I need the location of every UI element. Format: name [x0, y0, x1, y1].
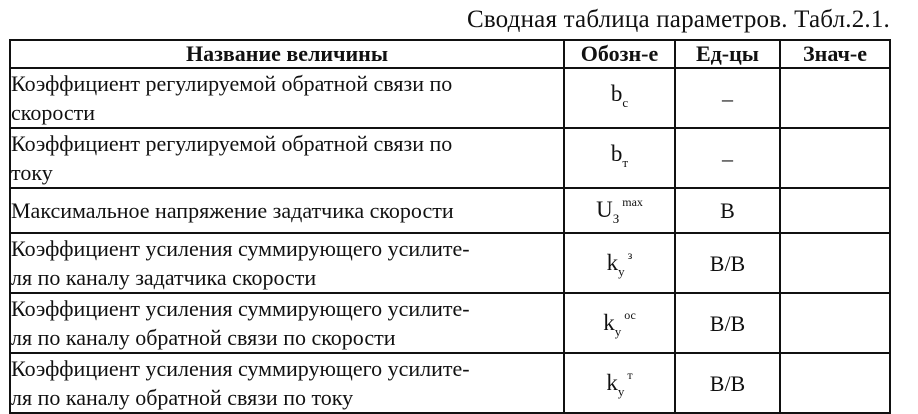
table-row [10, 233, 890, 293]
parameter-name-line: Коэффициент усиления суммирующего усилите- [11, 296, 470, 321]
parameter-name-line: ля по каналу обратной связи по току [11, 385, 354, 410]
table-row [10, 128, 890, 188]
parameter-symbol [564, 353, 675, 413]
symbol-superscript: max [622, 195, 643, 209]
parameter-name-line: Коэффициент усиления суммирующего усилите- [11, 236, 470, 261]
parameter-name [10, 233, 564, 293]
parameter-units: – [675, 68, 780, 128]
parameter-name-line: скорости [11, 100, 96, 125]
symbol-superscript: з [627, 247, 633, 262]
parameter-name [10, 128, 564, 188]
parameter-name [10, 68, 564, 128]
parameter-units: – [675, 128, 780, 188]
parameter-symbol [564, 68, 675, 128]
parameter-units: В/В [675, 353, 780, 413]
header-symbol: Обозн-е [564, 40, 675, 68]
parameter-value [780, 68, 890, 128]
parameter-name-line: ля по каналу задатчика скорости [11, 265, 317, 290]
symbol-subscript: З [612, 211, 620, 226]
symbol-base: b [610, 81, 623, 106]
parameters-table [9, 39, 891, 414]
symbol-subscript: у [617, 383, 625, 399]
table-row [10, 293, 890, 353]
parameter-symbol [564, 188, 675, 233]
parameter-name-line: Максимальное напряжение задатчика скорости [11, 197, 454, 223]
header-units: Ед-цы [675, 40, 780, 68]
parameter-value [780, 233, 890, 293]
parameter-name [10, 293, 564, 353]
header-value: Знач-е [780, 40, 890, 68]
parameter-value [780, 353, 890, 413]
parameter-units: В [675, 188, 780, 233]
parameter-units: В/В [675, 293, 780, 353]
parameter-units: В/В [675, 233, 780, 293]
symbol-base: k [603, 309, 615, 335]
table-caption: Сводная таблица параметров. Табл.2.1. [466, 6, 890, 33]
symbol-superscript: ос [624, 307, 636, 322]
parameter-value [780, 293, 890, 353]
header-name: Название величины [10, 40, 564, 68]
parameter-name-line: Коэффициент усиления суммирующего усилите- [11, 356, 470, 381]
parameter-name-line: Коэффициент регулируемой обратной связи по [11, 131, 453, 156]
parameter-symbol [564, 233, 675, 293]
table-row [10, 68, 890, 128]
parameter-symbol [564, 128, 675, 188]
symbol-subscript: т [622, 155, 629, 170]
parameter-name-line: Коэффициент регулируемой обратной связи по [11, 71, 453, 96]
parameter-symbol [564, 293, 675, 353]
parameter-name [10, 188, 564, 233]
symbol-subscript: c [622, 95, 629, 110]
parameter-name-line: ля по каналу обратной связи по скорости [11, 325, 396, 350]
parameter-value [780, 188, 890, 233]
table-header-row [10, 40, 890, 68]
symbol-subscript: у [614, 323, 622, 339]
symbol-base: b [610, 141, 623, 166]
parameter-name-line: току [11, 160, 53, 185]
symbol-base: k [606, 249, 619, 275]
parameter-value [780, 128, 890, 188]
symbol-base: U [596, 197, 613, 222]
table-row [10, 188, 890, 233]
symbol-subscript: у [618, 263, 625, 279]
parameter-name [10, 353, 564, 413]
symbol-superscript: т [627, 367, 633, 382]
table-row [10, 353, 890, 413]
symbol-base: k [606, 369, 618, 395]
